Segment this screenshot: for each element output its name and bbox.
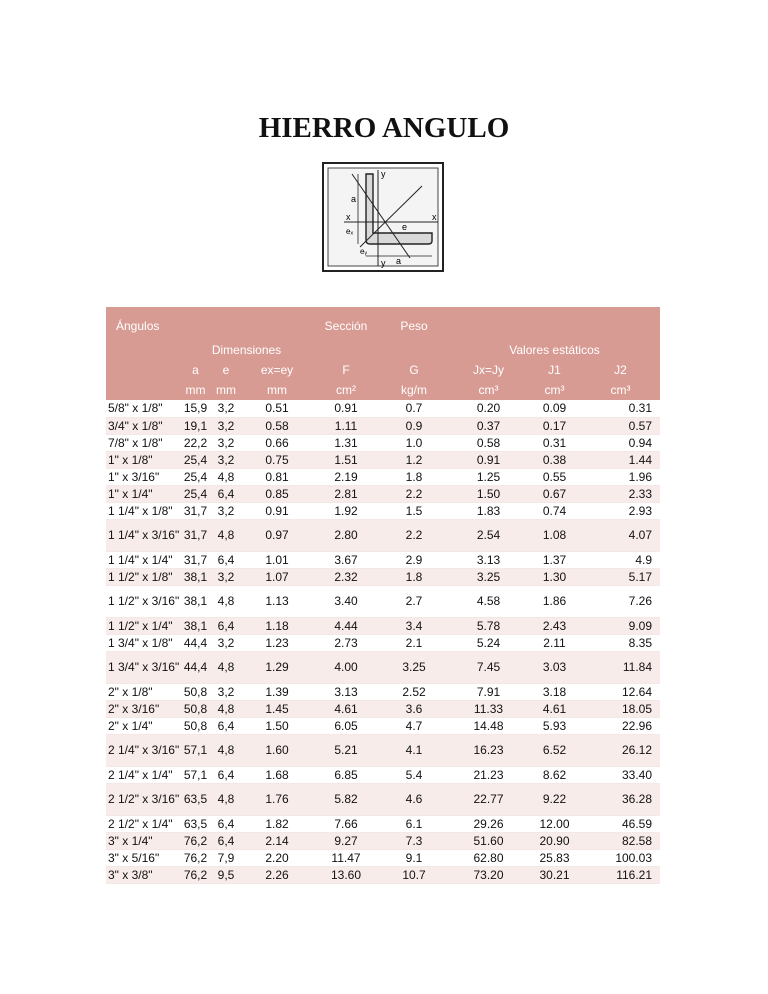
cell-e: 3,2 [211, 683, 241, 700]
cell-g: 6.1 [379, 815, 449, 832]
cell-g: 2.2 [379, 519, 449, 551]
cell-ex: 1.07 [241, 568, 313, 585]
page-title: HIERRO ANGULO [258, 112, 510, 144]
cell-e: 3,2 [211, 434, 241, 451]
header-valores-estaticos: Valores estáticos [449, 307, 660, 359]
cell-f: 9.27 [313, 832, 379, 849]
cell-j: 21.23 [449, 766, 528, 783]
cell-e: 4,8 [211, 519, 241, 551]
cell-j2: 0.31 [581, 400, 660, 417]
cell-j1: 8.62 [528, 766, 581, 783]
cell-f: 13.60 [313, 866, 379, 883]
table-row [106, 585, 660, 617]
cell-j: 5.24 [449, 634, 528, 651]
header-peso: Peso [379, 307, 449, 359]
cell-a: 25,4 [180, 451, 211, 468]
table-row [106, 651, 660, 683]
table-row [106, 815, 660, 832]
cell-g: 3.25 [379, 651, 449, 683]
table-row [106, 434, 660, 451]
column-header: F [313, 359, 379, 380]
table-row [106, 502, 660, 519]
cell-j: 3.13 [449, 551, 528, 568]
cell-e: 3,2 [211, 451, 241, 468]
row-size-label: 2 1/2" x 1/4" [106, 815, 180, 832]
header-empty [106, 359, 180, 380]
cell-f: 4.00 [313, 651, 379, 683]
cell-ex: 1.76 [241, 783, 313, 815]
cell-e: 4,8 [211, 651, 241, 683]
cell-j2: 12.64 [581, 683, 660, 700]
cell-f: 3.13 [313, 683, 379, 700]
table-row [106, 734, 660, 766]
cell-j: 16.23 [449, 734, 528, 766]
cell-j1: 0.17 [528, 417, 581, 434]
row-size-label: 1 1/4" x 1/8" [106, 502, 180, 519]
diagram-label-y-top: y [381, 169, 386, 179]
row-size-label: 2" x 3/16" [106, 700, 180, 717]
row-size-label: 1 1/4" x 1/4" [106, 551, 180, 568]
cell-j1: 0.67 [528, 485, 581, 502]
cell-a: 31,7 [180, 551, 211, 568]
cell-f: 5.82 [313, 783, 379, 815]
cell-f: 1.92 [313, 502, 379, 519]
cell-j1: 2.43 [528, 617, 581, 634]
table-row [106, 683, 660, 700]
cell-ex: 1.13 [241, 585, 313, 617]
column-header: ex=ey [241, 359, 313, 380]
cell-e: 9,5 [211, 866, 241, 883]
cell-j2: 7.26 [581, 585, 660, 617]
cell-j2: 9.09 [581, 617, 660, 634]
cell-e: 3,2 [211, 568, 241, 585]
table-row [106, 485, 660, 502]
cell-g: 0.9 [379, 417, 449, 434]
cell-a: 50,8 [180, 683, 211, 700]
cell-ex: 2.14 [241, 832, 313, 849]
cell-j2: 0.57 [581, 417, 660, 434]
cell-j1: 9.22 [528, 783, 581, 815]
cell-g: 2.2 [379, 485, 449, 502]
cell-j1: 0.55 [528, 468, 581, 485]
cell-j2: 1.44 [581, 451, 660, 468]
cell-j1: 4.61 [528, 700, 581, 717]
row-size-label: 3" x 3/8" [106, 866, 180, 883]
header-seccion: Sección [313, 307, 379, 359]
cell-a: 76,2 [180, 832, 211, 849]
cell-f: 1.11 [313, 417, 379, 434]
row-size-label: 1 1/2" x 3/16" [106, 585, 180, 617]
row-size-label: 2 1/4" x 1/4" [106, 766, 180, 783]
table-row [106, 832, 660, 849]
cell-a: 31,7 [180, 519, 211, 551]
cell-e: 4,8 [211, 783, 241, 815]
column-header: J2 [581, 359, 660, 380]
table-row [106, 451, 660, 468]
cell-f: 11.47 [313, 849, 379, 866]
table-row [106, 700, 660, 717]
cell-f: 2.32 [313, 568, 379, 585]
cell-j2: 2.93 [581, 502, 660, 519]
cell-a: 63,5 [180, 815, 211, 832]
cell-f: 3.67 [313, 551, 379, 568]
cell-g: 2.7 [379, 585, 449, 617]
cell-j2: 33.40 [581, 766, 660, 783]
cell-j2: 4.9 [581, 551, 660, 568]
cell-a: 38,1 [180, 585, 211, 617]
column-header: a [180, 359, 211, 380]
unit-header: cm³ [449, 380, 528, 400]
row-size-label: 1 3/4" x 1/8" [106, 634, 180, 651]
cell-ex: 0.51 [241, 400, 313, 417]
cell-ex: 1.68 [241, 766, 313, 783]
cell-j2: 2.33 [581, 485, 660, 502]
diagram-label-y-bottom: y [381, 258, 386, 268]
cell-ex: 1.01 [241, 551, 313, 568]
cell-j: 22.77 [449, 783, 528, 815]
cell-j2: 5.17 [581, 568, 660, 585]
cell-f: 6.85 [313, 766, 379, 783]
cell-j2: 18.05 [581, 700, 660, 717]
cell-a: 57,1 [180, 734, 211, 766]
unit-header: kg/m [379, 380, 449, 400]
cell-j1: 1.37 [528, 551, 581, 568]
cell-j2: 11.84 [581, 651, 660, 683]
cell-j2: 26.12 [581, 734, 660, 766]
unit-header: cm² [313, 380, 379, 400]
cell-f: 2.73 [313, 634, 379, 651]
cell-ex: 1.18 [241, 617, 313, 634]
cell-e: 3,2 [211, 400, 241, 417]
cell-g: 0.7 [379, 400, 449, 417]
cell-e: 6,4 [211, 832, 241, 849]
table-header-units [106, 380, 660, 400]
cell-j1: 25.83 [528, 849, 581, 866]
cell-j: 7.45 [449, 651, 528, 683]
cell-j: 14.48 [449, 717, 528, 734]
cell-f: 3.40 [313, 585, 379, 617]
cell-ex: 0.81 [241, 468, 313, 485]
cell-j: 62.80 [449, 849, 528, 866]
unit-header: cm³ [528, 380, 581, 400]
cell-e: 6,4 [211, 485, 241, 502]
cell-j1: 20.90 [528, 832, 581, 849]
row-size-label: 2 1/2" x 3/16" [106, 783, 180, 815]
cell-e: 6,4 [211, 617, 241, 634]
cell-ex: 0.66 [241, 434, 313, 451]
table-row [106, 617, 660, 634]
cell-j1: 1.86 [528, 585, 581, 617]
angle-section-diagram [322, 162, 444, 272]
angle-iron-table [106, 307, 660, 884]
cell-e: 7,9 [211, 849, 241, 866]
row-size-label: 2" x 1/4" [106, 717, 180, 734]
cell-j: 0.37 [449, 417, 528, 434]
cell-f: 0.91 [313, 400, 379, 417]
cell-g: 4.1 [379, 734, 449, 766]
cell-e: 4,8 [211, 585, 241, 617]
cell-j: 51.60 [449, 832, 528, 849]
cell-g: 1.2 [379, 451, 449, 468]
cell-a: 57,1 [180, 766, 211, 783]
cell-a: 50,8 [180, 700, 211, 717]
cell-j1: 0.09 [528, 400, 581, 417]
cell-ex: 1.50 [241, 717, 313, 734]
cell-a: 76,2 [180, 849, 211, 866]
cell-a: 38,1 [180, 568, 211, 585]
cell-f: 2.81 [313, 485, 379, 502]
cell-a: 44,4 [180, 634, 211, 651]
header-dimensiones: Dimensiones [180, 307, 313, 359]
table-row [106, 400, 660, 417]
cell-j2: 1.96 [581, 468, 660, 485]
cell-ex: 1.29 [241, 651, 313, 683]
diagram-label-ey: eᵧ [360, 247, 368, 256]
table-row [106, 783, 660, 815]
cell-j2: 22.96 [581, 717, 660, 734]
row-size-label: 3/4" x 1/8" [106, 417, 180, 434]
cell-ex: 0.85 [241, 485, 313, 502]
diagram-label-e: e [402, 222, 408, 232]
cell-j1: 3.03 [528, 651, 581, 683]
cell-j: 11.33 [449, 700, 528, 717]
row-size-label: 1 1/2" x 1/4" [106, 617, 180, 634]
row-size-label: 1" x 1/8" [106, 451, 180, 468]
cell-g: 5.4 [379, 766, 449, 783]
table-row [106, 417, 660, 434]
cell-j: 1.50 [449, 485, 528, 502]
cell-f: 2.80 [313, 519, 379, 551]
cell-a: 25,4 [180, 468, 211, 485]
cell-j1: 0.31 [528, 434, 581, 451]
cell-j1: 30.21 [528, 866, 581, 883]
cell-g: 9.1 [379, 849, 449, 866]
cell-a: 63,5 [180, 783, 211, 815]
cell-j1: 5.93 [528, 717, 581, 734]
cell-a: 31,7 [180, 502, 211, 519]
cell-j2: 116.21 [581, 866, 660, 883]
cell-g: 1.0 [379, 434, 449, 451]
cell-f: 1.51 [313, 451, 379, 468]
cell-j: 29.26 [449, 815, 528, 832]
column-header: J1 [528, 359, 581, 380]
table-row [106, 468, 660, 485]
row-size-label: 3" x 1/4" [106, 832, 180, 849]
cell-f: 1.31 [313, 434, 379, 451]
cell-f: 7.66 [313, 815, 379, 832]
cell-e: 4,8 [211, 734, 241, 766]
cell-f: 4.44 [313, 617, 379, 634]
cell-j1: 6.52 [528, 734, 581, 766]
cell-j1: 1.30 [528, 568, 581, 585]
cell-a: 76,2 [180, 866, 211, 883]
cell-j: 1.83 [449, 502, 528, 519]
cell-e: 3,2 [211, 502, 241, 519]
cell-j1: 1.08 [528, 519, 581, 551]
cell-j2: 4.07 [581, 519, 660, 551]
cell-j1: 0.38 [528, 451, 581, 468]
header-angulos: Ángulos [106, 307, 180, 359]
row-size-label: 3" x 5/16" [106, 849, 180, 866]
row-size-label: 1" x 3/16" [106, 468, 180, 485]
cell-ex: 1.60 [241, 734, 313, 766]
row-size-label: 2 1/4" x 3/16" [106, 734, 180, 766]
diagram-label-x-right: x [432, 212, 437, 222]
cell-e: 3,2 [211, 634, 241, 651]
cell-ex: 1.39 [241, 683, 313, 700]
row-size-label: 1 1/4" x 3/16" [106, 519, 180, 551]
cell-j1: 2.11 [528, 634, 581, 651]
cell-j2: 100.03 [581, 849, 660, 866]
cell-e: 3,2 [211, 417, 241, 434]
cell-a: 44,4 [180, 651, 211, 683]
table-row [106, 551, 660, 568]
cell-ex: 2.20 [241, 849, 313, 866]
cell-g: 1.5 [379, 502, 449, 519]
cell-ex: 0.97 [241, 519, 313, 551]
table-row [106, 717, 660, 734]
cell-j: 0.20 [449, 400, 528, 417]
table-header-groups [106, 307, 660, 359]
cell-ex: 0.91 [241, 502, 313, 519]
table-header-columns [106, 359, 660, 380]
cell-e: 6,4 [211, 815, 241, 832]
cell-j2: 8.35 [581, 634, 660, 651]
cell-j: 4.58 [449, 585, 528, 617]
row-size-label: 1 1/2" x 1/8" [106, 568, 180, 585]
cell-ex: 0.58 [241, 417, 313, 434]
cell-ex: 1.45 [241, 700, 313, 717]
cell-j: 1.25 [449, 468, 528, 485]
cell-j1: 0.74 [528, 502, 581, 519]
unit-header: cm³ [581, 380, 660, 400]
cell-g: 2.1 [379, 634, 449, 651]
table-row [106, 849, 660, 866]
table-row [106, 568, 660, 585]
cell-f: 6.05 [313, 717, 379, 734]
unit-header: mm [180, 380, 211, 400]
cell-ex: 1.23 [241, 634, 313, 651]
diagram-label-ex: eₓ [346, 227, 354, 236]
cell-j1: 3.18 [528, 683, 581, 700]
cell-g: 1.8 [379, 568, 449, 585]
cell-e: 4,8 [211, 468, 241, 485]
cell-ex: 1.82 [241, 815, 313, 832]
cell-e: 6,4 [211, 551, 241, 568]
cell-g: 1.8 [379, 468, 449, 485]
row-size-label: 1 3/4" x 3/16" [106, 651, 180, 683]
diagram-label-a-left: a [351, 194, 357, 204]
cell-g: 2.9 [379, 551, 449, 568]
cell-a: 25,4 [180, 485, 211, 502]
cell-j: 73.20 [449, 866, 528, 883]
cell-g: 4.6 [379, 783, 449, 815]
cell-ex: 2.26 [241, 866, 313, 883]
cell-e: 4,8 [211, 700, 241, 717]
cell-j: 2.54 [449, 519, 528, 551]
cell-g: 10.7 [379, 866, 449, 883]
row-size-label: 7/8" x 1/8" [106, 434, 180, 451]
diagram-label-x-left: x [346, 212, 351, 222]
cell-a: 19,1 [180, 417, 211, 434]
cell-g: 2.52 [379, 683, 449, 700]
cell-j2: 82.58 [581, 832, 660, 849]
cell-g: 4.7 [379, 717, 449, 734]
cell-j1: 12.00 [528, 815, 581, 832]
cell-j2: 36.28 [581, 783, 660, 815]
cell-g: 7.3 [379, 832, 449, 849]
cell-f: 2.19 [313, 468, 379, 485]
cell-a: 22,2 [180, 434, 211, 451]
table-row [106, 766, 660, 783]
cell-g: 3.6 [379, 700, 449, 717]
cell-ex: 0.75 [241, 451, 313, 468]
cell-a: 50,8 [180, 717, 211, 734]
cell-j: 5.78 [449, 617, 528, 634]
table-row [106, 634, 660, 651]
cell-g: 3.4 [379, 617, 449, 634]
unit-header: mm [241, 380, 313, 400]
cell-e: 6,4 [211, 766, 241, 783]
cell-f: 5.21 [313, 734, 379, 766]
cell-j: 7.91 [449, 683, 528, 700]
row-size-label: 2" x 1/8" [106, 683, 180, 700]
cell-j2: 46.59 [581, 815, 660, 832]
cell-j: 0.58 [449, 434, 528, 451]
column-header: e [211, 359, 241, 380]
cell-j: 3.25 [449, 568, 528, 585]
diagram-label-a-bottom: a [396, 256, 402, 266]
cell-a: 15,9 [180, 400, 211, 417]
cell-f: 4.61 [313, 700, 379, 717]
cell-e: 6,4 [211, 717, 241, 734]
table-row [106, 519, 660, 551]
row-size-label: 5/8" x 1/8" [106, 400, 180, 417]
cell-j: 0.91 [449, 451, 528, 468]
header-empty [106, 380, 180, 400]
column-header: Jx=Jy [449, 359, 528, 380]
unit-header: mm [211, 380, 241, 400]
table-row [106, 866, 660, 883]
cell-a: 38,1 [180, 617, 211, 634]
column-header: G [379, 359, 449, 380]
cell-j2: 0.94 [581, 434, 660, 451]
row-size-label: 1" x 1/4" [106, 485, 180, 502]
